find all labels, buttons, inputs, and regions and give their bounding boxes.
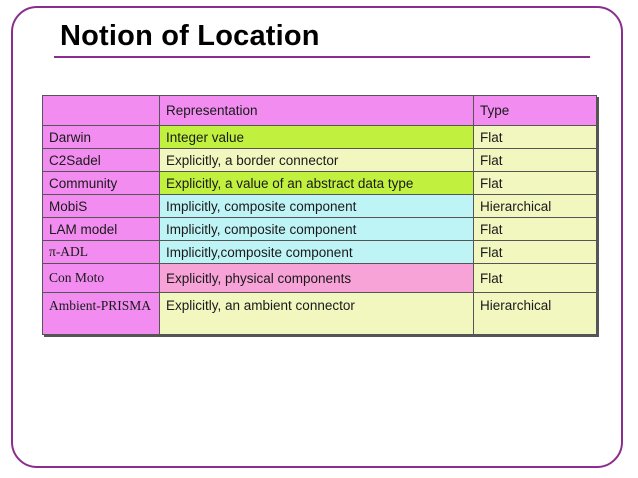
row-representation-cell: Integer value (160, 126, 474, 149)
row-name-cell: π-ADL (43, 241, 160, 264)
row-type-cell: Hierarchical (474, 195, 597, 218)
table-row (43, 195, 597, 218)
row-name-cell: LAM model (43, 218, 160, 241)
row-representation-cell: Explicitly, an ambient connector (160, 293, 474, 335)
table-row (43, 149, 597, 172)
table-row (43, 172, 597, 195)
header-cell-name (43, 96, 160, 126)
row-type-cell: Flat (474, 241, 597, 264)
row-type-cell: Flat (474, 172, 597, 195)
row-type-cell: Flat (474, 149, 597, 172)
row-name-cell: MobiS (43, 195, 160, 218)
header-cell-type: Type (474, 96, 597, 126)
table-row (43, 241, 597, 264)
row-type-cell: Flat (474, 218, 597, 241)
row-name-cell: Community (43, 172, 160, 195)
row-representation-cell: Explicitly, a border connector (160, 149, 474, 172)
row-representation-cell: Explicitly, a value of an abstract data type (160, 172, 474, 195)
table-row (43, 293, 597, 335)
row-type-cell: Hierarchical (474, 293, 597, 335)
row-name-cell: C2Sadel (43, 149, 160, 172)
table-row (43, 264, 597, 293)
table-row (43, 126, 597, 149)
row-name-cell: Ambient-PRISMA (43, 293, 160, 335)
row-representation-cell: Explicitly, physical components (160, 264, 474, 293)
row-name-cell: Con Moto (43, 264, 160, 293)
slide-title: Notion of Location (60, 20, 320, 52)
table-header-row (43, 96, 597, 126)
row-name-cell: Darwin (43, 126, 160, 149)
row-representation-cell: Implicitly, composite component (160, 195, 474, 218)
row-representation-cell: Implicitly,composite component (160, 241, 474, 264)
row-type-cell: Flat (474, 126, 597, 149)
table-row (43, 218, 597, 241)
title-underline (54, 56, 590, 58)
row-type-cell: Flat (474, 264, 597, 293)
row-representation-cell: Implicitly, composite component (160, 218, 474, 241)
location-table (42, 95, 597, 335)
header-cell-representation: Representation (160, 96, 474, 126)
